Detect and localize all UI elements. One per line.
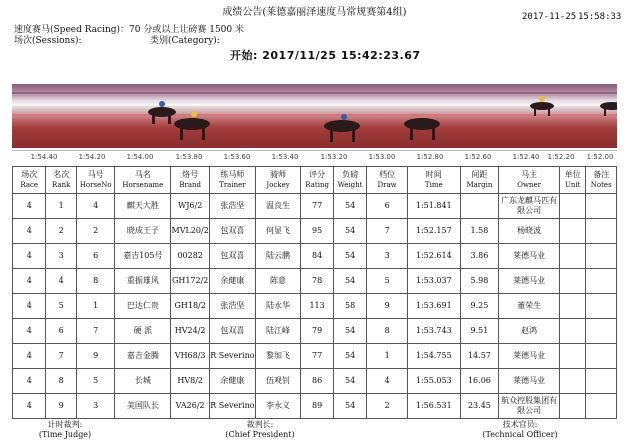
table-cell: 8 [367, 319, 408, 344]
table-cell: 89 [301, 394, 333, 419]
column-header-cn: 练马师 [220, 170, 245, 179]
table-cell: 包双喜 [210, 244, 256, 269]
column-header [46, 167, 76, 194]
table-cell: 余健康 [210, 369, 256, 394]
table-cell: 113 [301, 294, 333, 319]
finish-line-photo [12, 84, 617, 148]
table-cell: 1:54.755 [407, 344, 460, 369]
table-cell: 5.98 [460, 269, 499, 294]
chief-president-label-en: (Chief President) [225, 430, 295, 439]
table-cell: 陆江峰 [255, 319, 301, 344]
table-cell: 4 [13, 294, 46, 319]
table-cell: 嘉吉105号 [115, 244, 171, 269]
table-cell [586, 344, 617, 369]
table-cell: 广东龙麒马匹有限公司 [499, 194, 560, 219]
table-cell: 9.51 [460, 319, 499, 344]
time-tick: 1:53.60 [223, 153, 251, 161]
table-cell: 3 [76, 394, 115, 419]
table-cell: 余健康 [210, 269, 256, 294]
table-cell: 6 [367, 194, 408, 219]
column-header [367, 167, 408, 194]
column-header-cn: 档位 [379, 170, 396, 179]
table-row [13, 194, 617, 219]
column-header-en: HorseNo [79, 181, 112, 189]
column-header [115, 167, 171, 194]
technical-officer-signature [470, 420, 570, 440]
column-header-cn: 负磅 [342, 170, 359, 179]
table-cell: GH18/2 [171, 294, 210, 319]
table-cell: 美国队长 [115, 394, 171, 419]
table-cell: 4 [13, 219, 46, 244]
table-cell: 9.25 [460, 294, 499, 319]
table-cell: 6 [46, 319, 76, 344]
table-cell: 58 [333, 294, 366, 319]
table-cell: 6 [76, 244, 115, 269]
table-cell [560, 269, 586, 294]
table-cell: 1 [46, 194, 76, 219]
column-header-cn: 间距 [471, 170, 488, 179]
page-title: 成绩公告(莱德嘉丽泽速度马常规赛第4组) [222, 7, 407, 18]
column-header-cn: 场次 [21, 170, 38, 179]
table-cell: 00282 [171, 244, 210, 269]
table-cell: 包双喜 [210, 219, 256, 244]
table-cell: 航众控股集团有限公司 [499, 394, 560, 419]
column-header [586, 167, 617, 194]
table-cell: 莱德马业 [499, 244, 560, 269]
table-cell: 1:52.157 [407, 219, 460, 244]
column-header [255, 167, 301, 194]
table-cell: 9 [367, 294, 408, 319]
column-header-cn: 单位 [564, 170, 581, 179]
table-row [13, 219, 617, 244]
table-cell [586, 294, 617, 319]
column-header-en: Notes [590, 181, 612, 189]
table-cell: 1.58 [460, 219, 499, 244]
table-cell: 5 [46, 294, 76, 319]
table-cell: 包双喜 [210, 319, 256, 344]
table-row [13, 344, 617, 369]
time-tick: 1:54.20 [78, 153, 106, 161]
table-cell: 陆永华 [255, 294, 301, 319]
table-cell: WJ6/2 [171, 194, 210, 219]
table-cell: 3 [46, 244, 76, 269]
table-cell: 84 [301, 244, 333, 269]
table-cell: 黎加飞 [255, 344, 301, 369]
table-cell: 14.57 [460, 344, 499, 369]
table-cell: 温良生 [255, 194, 301, 219]
column-header-cn: 名次 [53, 170, 70, 179]
time-tick: 1:53.40 [271, 153, 299, 161]
table-cell: 5 [367, 269, 408, 294]
column-header [13, 167, 46, 194]
report-date: 2017-11-25 [522, 12, 577, 22]
table-cell: 7 [367, 219, 408, 244]
column-header [171, 167, 210, 194]
table-cell: 1:53.037 [407, 269, 460, 294]
table-cell: MVL20/2 [171, 219, 210, 244]
table-cell: 4 [13, 244, 46, 269]
column-header-en: Trainer [219, 181, 246, 189]
table-cell: 硬 派 [115, 319, 171, 344]
table-cell: 2 [46, 219, 76, 244]
table-cell: 长城 [115, 369, 171, 394]
table-cell: 1 [367, 344, 408, 369]
column-header [301, 167, 333, 194]
table-cell: 莱德马业 [499, 344, 560, 369]
table-cell [560, 194, 586, 219]
table-cell: 95 [301, 219, 333, 244]
column-header-en: Horsename [122, 181, 164, 189]
table-cell: GH172/2 [171, 269, 210, 294]
table-cell: 赵鸿 [499, 319, 560, 344]
column-header-en: Race [20, 181, 39, 189]
report-time: 15:58:33 [578, 12, 622, 22]
table-cell: 5 [76, 369, 115, 394]
table-cell: VA26/2 [171, 394, 210, 419]
table-cell: 77 [301, 194, 333, 219]
category-label: 类别(Category): [150, 36, 220, 46]
time-axis [12, 148, 617, 162]
table-cell: 79 [301, 319, 333, 344]
time-tick: 1:52.80 [416, 153, 444, 161]
table-cell [586, 219, 617, 244]
table-cell: 张浩坚 [210, 194, 256, 219]
column-header-en: Rank [52, 181, 71, 189]
table-cell: 54 [333, 269, 366, 294]
table-cell [560, 244, 586, 269]
table-cell [586, 269, 617, 294]
table-cell: 77 [301, 344, 333, 369]
column-header-cn: 评分 [309, 170, 326, 179]
table-cell: 86 [301, 369, 333, 394]
column-header-cn: 烙号 [182, 170, 199, 179]
start-time: 开始: 2017/11/25 15:42:23.67 [230, 49, 421, 62]
table-cell: 4 [13, 269, 46, 294]
time-judge-signature [20, 420, 110, 440]
table-cell: 李永义 [255, 394, 301, 419]
table-header-row [13, 167, 617, 194]
table-cell: 伍观钊 [255, 369, 301, 394]
technical-officer-label-en: (Technical Officer) [482, 430, 558, 439]
column-header-en: Draw [377, 181, 397, 189]
table-cell [460, 194, 499, 219]
table-cell: 嘉吉金腾 [115, 344, 171, 369]
race-description: 速度赛马(Speed Racing)：70 分或以上让磅赛 1500 米 [14, 25, 244, 35]
column-header-en: Jockey [266, 181, 290, 189]
time-tick: 1:54.40 [30, 153, 58, 161]
table-row [13, 394, 617, 419]
table-cell: 4 [76, 194, 115, 219]
table-cell: 麒天大胜 [115, 194, 171, 219]
table-cell: 9 [46, 394, 76, 419]
table-cell: 8 [46, 369, 76, 394]
table-cell [586, 369, 617, 394]
time-tick: 1:53.00 [368, 153, 396, 161]
table-cell: 晓成王子 [115, 219, 171, 244]
table-cell [560, 294, 586, 319]
table-cell [586, 194, 617, 219]
table-row [13, 319, 617, 344]
table-cell: 2 [76, 219, 115, 244]
table-cell: R Severino [210, 344, 256, 369]
table-cell: 16.06 [460, 369, 499, 394]
column-header-en: Margin [466, 181, 493, 189]
table-cell: 4 [13, 394, 46, 419]
table-cell: 8 [76, 269, 115, 294]
column-header-en: Unit [565, 181, 581, 189]
table-cell: 7 [46, 344, 76, 369]
table-row [13, 294, 617, 319]
time-tick: 1:52.20 [547, 153, 575, 161]
column-header-cn: 马号 [87, 170, 104, 179]
table-cell: 54 [333, 394, 366, 419]
table-cell: 1:53.691 [407, 294, 460, 319]
table-cell: 1:52.614 [407, 244, 460, 269]
time-tick: 1:53.80 [175, 153, 203, 161]
results-table [12, 166, 617, 419]
table-cell: HV24/2 [171, 319, 210, 344]
table-cell: VH68/3 [171, 344, 210, 369]
table-cell: 陆云鹏 [255, 244, 301, 269]
table-cell: 巴达仁贵 [115, 294, 171, 319]
table-cell [586, 319, 617, 344]
column-header-cn: 时间 [425, 170, 442, 179]
table-row [13, 269, 617, 294]
table-cell: 4 [13, 344, 46, 369]
table-cell: 4 [13, 369, 46, 394]
technical-officer-label: 技术官员: [502, 420, 538, 429]
chief-president-label: 裁判长: [246, 420, 274, 429]
table-cell: 54 [333, 219, 366, 244]
table-cell [560, 219, 586, 244]
table-cell [560, 344, 586, 369]
time-judge-label: 计时裁判: [47, 420, 83, 429]
table-cell: 54 [333, 194, 366, 219]
table-cell: 3.86 [460, 244, 499, 269]
table-body [13, 194, 617, 419]
column-header-en: Owner [517, 181, 541, 189]
column-header [333, 167, 366, 194]
table-cell: 1 [76, 294, 115, 319]
table-cell: 陈意 [255, 269, 301, 294]
time-tick: 1:53.20 [320, 153, 348, 161]
table-cell: 1:55.053 [407, 369, 460, 394]
table-cell: 23.45 [460, 394, 499, 419]
table-cell: 3 [367, 244, 408, 269]
table-cell: 54 [333, 319, 366, 344]
column-header [407, 167, 460, 194]
horses-silhouettes [12, 84, 617, 148]
table-cell: 莱德马业 [499, 369, 560, 394]
table-cell: 莱德马业 [499, 269, 560, 294]
table-cell [560, 394, 586, 419]
table-cell: 4 [13, 194, 46, 219]
table-cell: 1:51.841 [407, 194, 460, 219]
table-cell: 7 [76, 319, 115, 344]
column-header-en: Time [424, 181, 443, 189]
table-cell: 2 [367, 394, 408, 419]
table-cell: 重振雄风 [115, 269, 171, 294]
time-judge-label-en: (Time Judge) [38, 430, 92, 439]
column-header [460, 167, 499, 194]
table-cell: 杨晓波 [499, 219, 560, 244]
time-tick: 1:52.40 [512, 153, 540, 161]
column-header-en: Brand [179, 181, 201, 189]
column-header [560, 167, 586, 194]
column-header [210, 167, 256, 194]
table-cell: 何显飞 [255, 219, 301, 244]
table-cell: 9 [76, 344, 115, 369]
table-row [13, 369, 617, 394]
column-header-cn: 备注 [593, 170, 610, 179]
time-tick: 1:54.00 [126, 153, 154, 161]
table-cell: 张浩坚 [210, 294, 256, 319]
session-label: 场次(Sessions): [14, 36, 82, 46]
table-cell [560, 369, 586, 394]
table-cell: HV8/2 [171, 369, 210, 394]
table-row [13, 244, 617, 269]
column-header-cn: 骑师 [270, 170, 287, 179]
chief-president-signature [210, 420, 310, 440]
column-header [499, 167, 560, 194]
column-header-en: Rating [305, 181, 329, 189]
table-cell [586, 394, 617, 419]
table-cell: 54 [333, 369, 366, 394]
table-cell [560, 319, 586, 344]
table-cell: 1:53.743 [407, 319, 460, 344]
table-cell: R Severino [210, 394, 256, 419]
table-cell: 董荣生 [499, 294, 560, 319]
time-tick: 1:52.00 [586, 153, 614, 161]
column-header-cn: 马名 [134, 170, 151, 179]
table-cell: 4 [46, 269, 76, 294]
table-cell [586, 244, 617, 269]
table-cell: 78 [301, 269, 333, 294]
time-tick: 1:52.60 [464, 153, 492, 161]
table-cell: 4 [13, 319, 46, 344]
table-cell: 54 [333, 344, 366, 369]
column-header-cn: 马主 [521, 170, 538, 179]
table-cell: 1:56.531 [407, 394, 460, 419]
column-header-en: Weight [337, 181, 363, 189]
table-cell: 54 [333, 244, 366, 269]
column-header [76, 167, 115, 194]
table-cell: 4 [367, 369, 408, 394]
